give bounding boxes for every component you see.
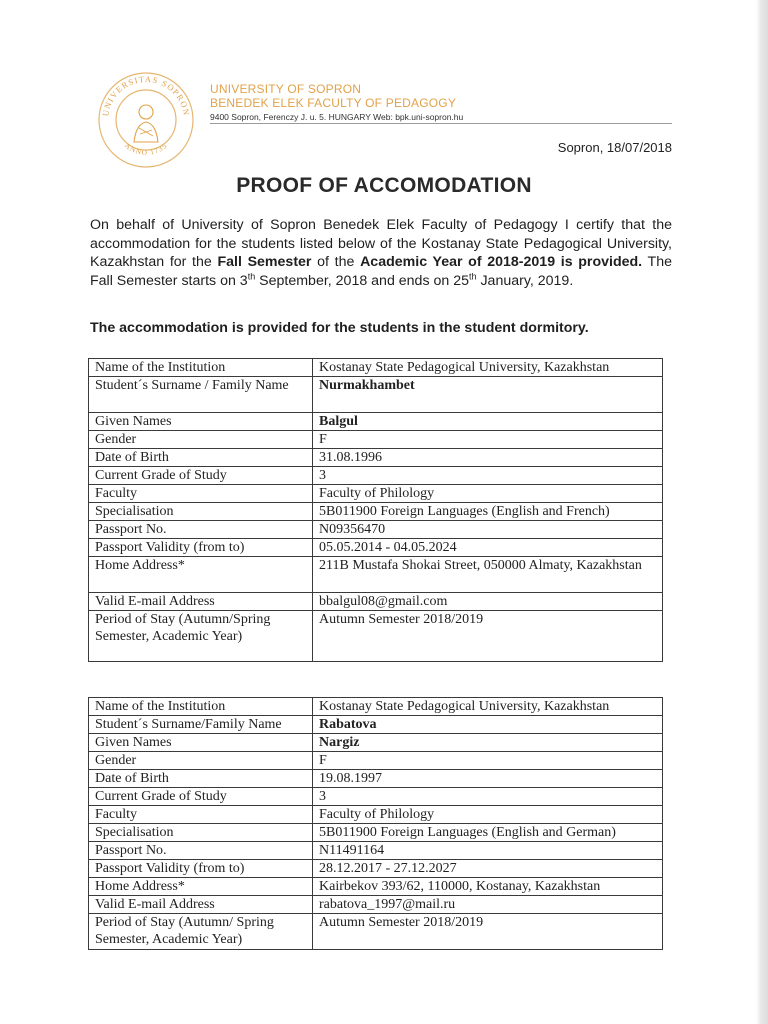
table-row: [89, 611, 663, 662]
row-label: Given Names: [89, 413, 313, 431]
row-label: Passport No.: [89, 521, 313, 539]
surname-value: Nurmakhambet: [319, 378, 415, 393]
lead-sentence: The accommodation is provided for the students in the student dormitory.: [90, 320, 589, 336]
row-value: 05.05.2014 - 04.05.2024: [313, 539, 663, 557]
row-value: Kairbekov 393/62, 110000, Kostanay, Kazakhstan: [313, 878, 663, 896]
given-name-value: Balgul: [319, 414, 358, 429]
table-row: [89, 860, 663, 878]
svg-text:UNIVERSITAS SOPRON: UNIVERSITAS SOPRON: [100, 73, 192, 117]
table-row: [89, 467, 663, 485]
table-row: [89, 896, 663, 914]
row-value: 19.08.1997: [313, 770, 663, 788]
table-row: [89, 485, 663, 503]
university-seal-icon: [96, 70, 196, 170]
row-value: Kostanay State Pedagogical University, Kazakhstan: [313, 359, 663, 377]
row-value: Autumn Semester 2018/2019: [313, 611, 663, 662]
row-value: 28.12.2017 - 27.12.2027: [313, 860, 663, 878]
row-value: N11491164: [313, 842, 663, 860]
table-row: [89, 824, 663, 842]
row-label: Specialisation: [89, 824, 313, 842]
svg-text:ANNO 1735: ANNO 1735: [122, 140, 170, 157]
row-label: Name of the Institution: [89, 359, 313, 377]
intro-text-4: September, 2018 and ends on 25: [255, 272, 469, 289]
document-title: PROOF OF ACCOMODATION: [236, 174, 532, 197]
student-table-1: [88, 358, 663, 662]
intro-text-2: of the: [311, 254, 361, 271]
university-name: UNIVERSITY OF SOPRON: [210, 82, 362, 96]
table-row: [89, 716, 663, 734]
row-label: Current Grade of Study: [89, 467, 313, 485]
row-label: Student´s Surname/Family Name: [89, 716, 313, 734]
row-label: Home Address*: [89, 878, 313, 896]
table-row: [89, 698, 663, 716]
row-label: Name of the Institution: [89, 698, 313, 716]
surname-value: Rabatova: [319, 717, 377, 732]
row-value: [313, 734, 663, 752]
row-value: N09356470: [313, 521, 663, 539]
row-value: [313, 413, 663, 431]
table-row: [89, 521, 663, 539]
row-value: Faculty of Philology: [313, 485, 663, 503]
table-row: [89, 788, 663, 806]
row-label: Passport No.: [89, 842, 313, 860]
table-row: [89, 359, 663, 377]
given-name-value: Nargiz: [319, 735, 360, 750]
row-value: 3: [313, 467, 663, 485]
row-label: Period of Stay (Autumn/ Spring Semester, Academic Year): [89, 914, 313, 950]
table-row: [89, 842, 663, 860]
row-value: [313, 377, 663, 413]
row-label: Faculty: [89, 806, 313, 824]
table-row: [89, 806, 663, 824]
intro-fall-semester: Fall Semester: [217, 254, 312, 271]
row-value: Faculty of Philology: [313, 806, 663, 824]
intro-sup-end: th: [469, 271, 477, 282]
row-value: F: [313, 752, 663, 770]
row-label: Valid E-mail Address: [89, 896, 313, 914]
intro-paragraph: [90, 216, 672, 290]
row-value: Autumn Semester 2018/2019: [313, 914, 663, 950]
row-value: F: [313, 431, 663, 449]
student-table-2: [88, 697, 663, 950]
row-value: 5B011900 Foreign Languages (English and German): [313, 824, 663, 842]
table-row: [89, 734, 663, 752]
table-row: [89, 503, 663, 521]
row-label: Passport Validity (from to): [89, 539, 313, 557]
row-label: Current Grade of Study: [89, 788, 313, 806]
row-value: rabatova_1997@mail.ru: [313, 896, 663, 914]
letterhead: [210, 82, 463, 123]
row-value: [313, 716, 663, 734]
table-row: [89, 413, 663, 431]
row-value: 3: [313, 788, 663, 806]
row-label: Passport Validity (from to): [89, 860, 313, 878]
place-and-date: Sopron, 18/07/2018: [557, 140, 672, 155]
row-label: Date of Birth: [89, 449, 313, 467]
table-row: [89, 431, 663, 449]
table-row: [89, 752, 663, 770]
letterhead-address: 9400 Sopron, Ferenczy J. u. 5. HUNGARY Web: bpk.uni-sopron.hu: [210, 112, 464, 122]
row-label: Date of Birth: [89, 770, 313, 788]
page-edge-shadow: [756, 0, 768, 1024]
row-label: Faculty: [89, 485, 313, 503]
row-value: bbalgul08@gmail.com: [313, 593, 663, 611]
row-value: Kostanay State Pedagogical University, Kazakhstan: [313, 698, 663, 716]
row-label: Given Names: [89, 734, 313, 752]
intro-text-3: The Fall Semester starts on 3: [90, 254, 672, 289]
faculty-name: BENEDEK ELEK FACULTY OF PEDAGOGY: [210, 96, 457, 110]
table-row: [89, 377, 663, 413]
intro-text-5: January, 2019.: [476, 272, 574, 289]
table-row: [89, 539, 663, 557]
row-value: 5B011900 Foreign Languages (English and French): [313, 503, 663, 521]
row-label: Home Address*: [89, 557, 313, 593]
table-row: [89, 593, 663, 611]
letterhead-divider: [210, 123, 672, 124]
table-row: [89, 449, 663, 467]
row-label: Student´s Surname / Family Name: [89, 377, 313, 413]
intro-academic-year: Academic Year of 2018-2019 is provided.: [360, 254, 643, 271]
intro-text-1: On behalf of University of Sopron Benedek Elek Faculty of Pedagogy I certify that the accommodation for the students listed below of the Kostanay State Pedagogical University, Kazakhstan for the: [90, 217, 672, 271]
table-row: [89, 878, 663, 896]
row-value: 211B Mustafa Shokai Street, 050000 Almaty, Kazakhstan: [313, 557, 663, 593]
table-row: [89, 914, 663, 950]
row-label: Gender: [89, 752, 313, 770]
row-label: Period of Stay (Autumn/Spring Semester, Academic Year): [89, 611, 313, 662]
table-row: [89, 770, 663, 788]
table-row: [89, 557, 663, 593]
row-label: Gender: [89, 431, 313, 449]
intro-sup-start: th: [247, 271, 256, 282]
row-label: Valid E-mail Address: [89, 593, 313, 611]
row-value: 31.08.1996: [313, 449, 663, 467]
row-label: Specialisation: [89, 503, 313, 521]
